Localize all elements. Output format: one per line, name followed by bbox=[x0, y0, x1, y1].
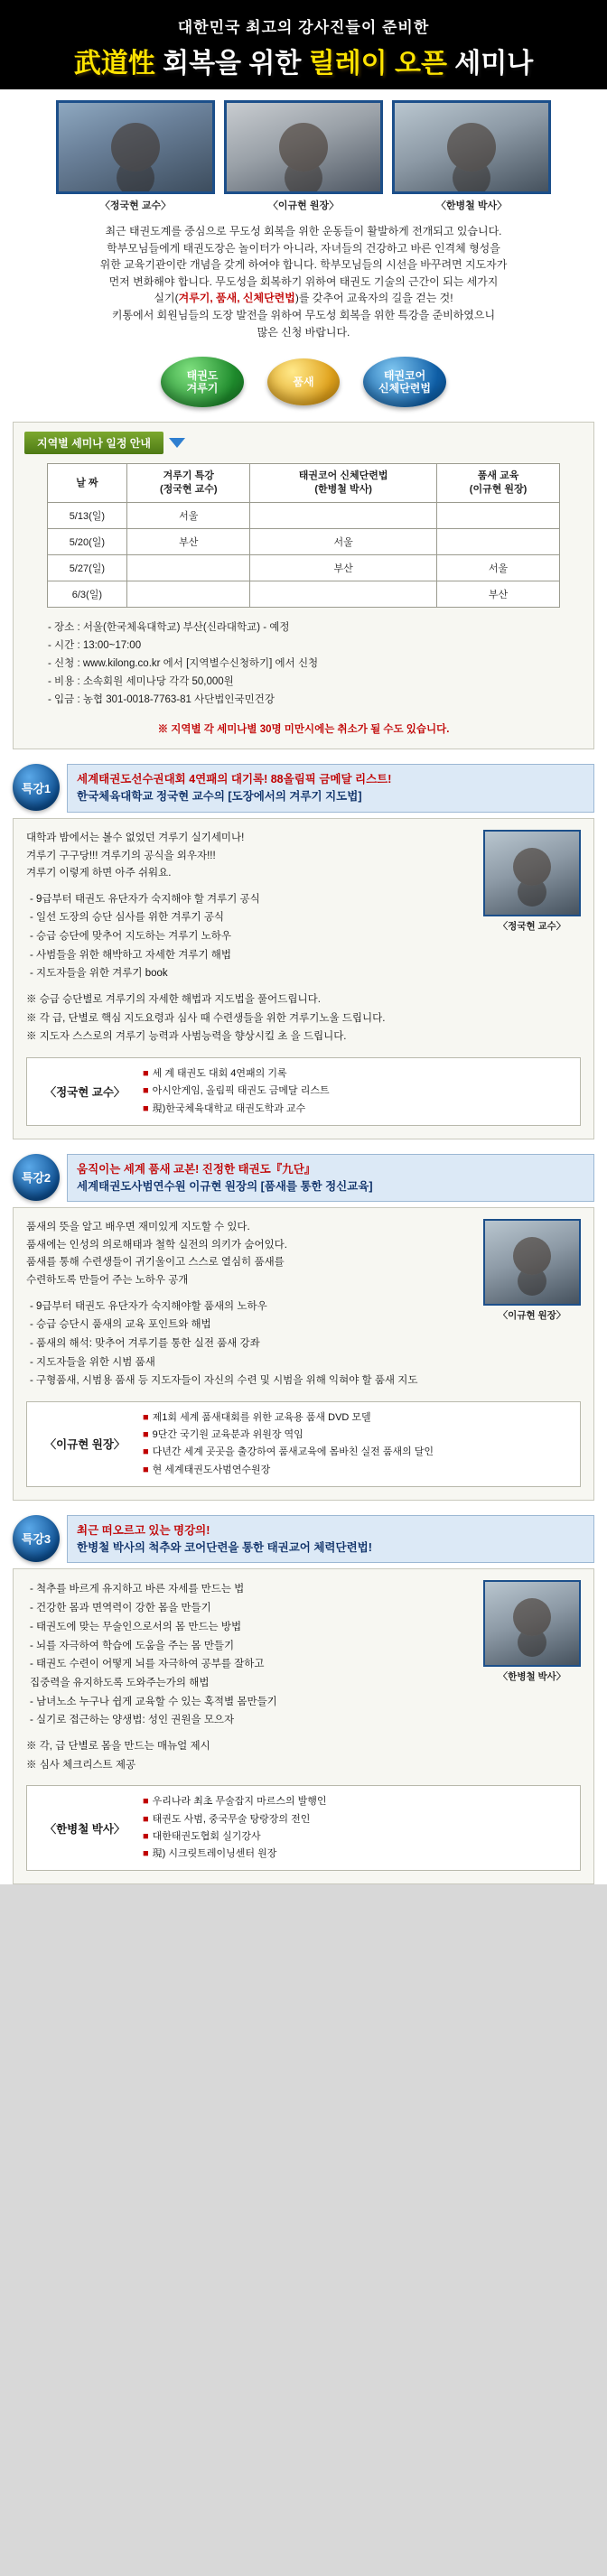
cell-core: 서울 bbox=[250, 528, 436, 554]
feature-1-lead-3: 겨루기 이렇게 하면 아주 쉬워요. bbox=[26, 868, 172, 879]
list-item: - 실기로 접근하는 양생법: 성인 권원을 모으자 bbox=[30, 1715, 235, 1726]
note-fee: - 비용 : 소속회원 세미나당 각각 50,000원 bbox=[48, 676, 234, 688]
schedule-header-row bbox=[24, 432, 583, 454]
intro-line-5-post: )를 갖추어 교육자의 길을 걷는 것! bbox=[294, 292, 453, 305]
feature-2-lead-1: 품새의 뜻을 알고 배우면 재미있게 지도할 수 있다. bbox=[26, 1222, 250, 1233]
list-item: - 태권도에 맞는 무술인으로서의 몸 만드는 방법 bbox=[30, 1621, 242, 1632]
feature-1-title bbox=[67, 764, 594, 813]
list-item: 집중력을 유지하도록 도와주는가의 해법 bbox=[30, 1677, 210, 1688]
bullet-square-icon: ■ bbox=[143, 1464, 149, 1475]
col-core bbox=[250, 464, 436, 503]
profile-credentials bbox=[143, 1793, 571, 1863]
credential-text: 아시안게임, 올림픽 태권도 금메달 리스트 bbox=[152, 1085, 330, 1097]
note-account: - 입금 : 농협 301-0018-7763-81 사단법인국민건강 bbox=[48, 694, 275, 706]
list-item: - 승급 승단시 품새의 교육 포인트와 해법 bbox=[30, 1319, 211, 1331]
cell-poomsae: 부산 bbox=[436, 581, 559, 607]
credential-text: 대한태권도협회 실기강사 bbox=[152, 1830, 261, 1842]
feature-1-profile bbox=[26, 1057, 581, 1126]
portrait-image-lee bbox=[224, 100, 383, 194]
col-sparring-l1: 겨루기 특강 bbox=[163, 470, 214, 482]
intro-highlight: 겨루기, 품새, 신체단련법 bbox=[178, 292, 295, 305]
bullet-square-icon: ■ bbox=[143, 1068, 149, 1080]
feature-1-lead-1: 대학과 밤에서는 볼수 없었던 겨루기 실기세미나! bbox=[26, 832, 245, 843]
bullet-square-icon: ■ bbox=[143, 1102, 149, 1114]
intro-line-5 bbox=[20, 290, 587, 307]
bullet-square-icon: ■ bbox=[143, 1085, 149, 1097]
hero-title bbox=[0, 39, 607, 89]
bubble-3-line2: 신체단련법 bbox=[378, 382, 431, 395]
bubble-3-line1: 태권코어 bbox=[383, 368, 426, 382]
photo-caption-1: 〈정국현 교수〉 bbox=[99, 200, 172, 211]
content-body bbox=[0, 89, 607, 1884]
cell-core bbox=[250, 581, 436, 607]
bubble-2-line1: 품새 bbox=[293, 375, 314, 388]
credential-item bbox=[143, 1101, 571, 1118]
hero-title-part1: 武道性 bbox=[73, 49, 155, 79]
schedule-warning: ※ 지역별 각 세미나별 30명 미만시에는 취소가 될 수도 있습니다. bbox=[157, 724, 450, 736]
photo-caption-3: 〈한병철 박사〉 bbox=[435, 200, 508, 211]
credential-item bbox=[143, 1462, 571, 1479]
feature-2-badge: 특강2 bbox=[13, 1154, 60, 1201]
feature-2-body bbox=[13, 1207, 594, 1501]
feature-3-footnotes bbox=[26, 1730, 581, 1774]
bullet-square-icon: ■ bbox=[143, 1411, 149, 1423]
bullet-square-icon: ■ bbox=[143, 1813, 149, 1825]
bullet-square-icon: ■ bbox=[143, 1830, 149, 1842]
topic-bubble-poomsae bbox=[267, 358, 340, 405]
portrait-image-han bbox=[392, 100, 551, 194]
list-item: - 태권도 수련이 어떻게 뇌를 자극하여 공부를 잘하고 bbox=[30, 1659, 265, 1670]
intro-line-2: 학부모님들에게 태권도장은 놀이터가 아니라, 자녀들의 건강하고 바른 인격체 형성을 bbox=[107, 241, 500, 255]
cell-core bbox=[250, 502, 436, 528]
feature-section-2 bbox=[13, 1154, 594, 1501]
schedule-ribbon-label: 지역별 세미나 일정 안내 bbox=[24, 432, 163, 454]
note-time: - 시간 : 13:00~17:00 bbox=[48, 639, 142, 651]
hero-title-part2: 회복을 위한 bbox=[163, 49, 302, 79]
col-core-l2: (한병철 박사) bbox=[314, 484, 372, 495]
schedule-notes bbox=[24, 608, 583, 713]
schedule-table bbox=[47, 463, 561, 608]
cell-sparring: 부산 bbox=[127, 528, 250, 554]
list-item: - 남녀노소 누구나 쉽게 교육할 수 있는 혹적별 몸만들기 bbox=[30, 1696, 277, 1707]
col-date-l1: 날 짜 bbox=[76, 477, 98, 488]
list-item: - 사범들을 위한 해박하고 자세한 겨루기 해법 bbox=[30, 949, 231, 961]
list-item: - 지도자들을 위한 겨루기 book bbox=[30, 968, 168, 980]
profile-name: 〈이규현 원장〉 bbox=[44, 1438, 126, 1452]
feature-2-profile bbox=[26, 1401, 581, 1487]
list-item: - 건강한 몸과 면역력이 강한 몸을 만들기 bbox=[30, 1603, 211, 1614]
list-item: - 9급부터 태권도 유단자가 숙지해야 할 겨루기 공식 bbox=[30, 893, 260, 905]
hero-subtitle: 대한민국 최고의 강사진들이 준비한 bbox=[177, 19, 430, 36]
table-row bbox=[47, 502, 560, 528]
topic-bubble-sparring bbox=[161, 357, 244, 407]
instructor-photo-2 bbox=[224, 100, 383, 212]
credential-item bbox=[143, 1409, 571, 1427]
feature-1-badge: 특강1 bbox=[13, 764, 60, 811]
cell-date: 5/27(일) bbox=[47, 554, 126, 581]
profile-credentials bbox=[143, 1409, 571, 1479]
feature-1-photo-caption: 〈정국현 교수〉 bbox=[498, 920, 566, 932]
chevron-down-icon bbox=[169, 438, 185, 448]
credential-text: 現) 시크릿트레이닝센터 원장 bbox=[152, 1848, 277, 1860]
feature-2-title-line1: 움직이는 세계 품새 교본! 진정한 태권도『九단』 bbox=[77, 1162, 316, 1176]
feature-1-photo bbox=[483, 830, 581, 933]
col-core-l1: 태권코어 신체단련법 bbox=[298, 470, 388, 482]
hero-title-part4: 세미나 bbox=[454, 49, 534, 79]
photo-caption-2: 〈이규현 원장〉 bbox=[267, 200, 340, 211]
topic-bubble-row bbox=[0, 344, 607, 422]
credential-item bbox=[143, 1828, 571, 1846]
feature-section-1 bbox=[13, 764, 594, 1139]
list-item: - 지도자들을 위한 시범 품새 bbox=[30, 1356, 155, 1368]
feature-3-header bbox=[13, 1515, 594, 1564]
cell-poomsae bbox=[436, 502, 559, 528]
bubble-1-line1: 태권도 bbox=[186, 368, 219, 382]
feature-2-title bbox=[67, 1154, 594, 1203]
hero-title-part3: 릴레이 오픈 bbox=[308, 49, 447, 79]
credential-text: 다년간 세계 곳곳을 출강하여 품새교육에 몸바친 실전 품새의 달인 bbox=[152, 1446, 434, 1458]
credential-item bbox=[143, 1083, 571, 1100]
feature-3-title-line1: 최근 떠오르고 있는 명강의! bbox=[77, 1523, 210, 1537]
feature-1-title-line2: 한국체육대학교 정국현 교수의 [도장에서의 겨루기 지도법] bbox=[77, 790, 362, 804]
intro-paragraph bbox=[0, 216, 607, 344]
table-row bbox=[47, 581, 560, 607]
bullet-square-icon: ■ bbox=[143, 1848, 149, 1860]
profile-credentials bbox=[143, 1065, 571, 1118]
feature-3-badge: 특강3 bbox=[13, 1515, 60, 1562]
col-date bbox=[47, 464, 126, 503]
feature-2-photo-caption: 〈이규현 원장〉 bbox=[498, 1310, 566, 1322]
instructor-photo-1 bbox=[56, 100, 215, 212]
instructor-photo-3 bbox=[392, 100, 551, 212]
feature-1-footnotes bbox=[26, 983, 581, 1046]
credential-item bbox=[143, 1065, 571, 1083]
table-header-row bbox=[47, 464, 560, 503]
intro-line-5-pre: 실기( bbox=[154, 292, 179, 305]
col-sparring-l2: (정국현 교수) bbox=[159, 484, 218, 495]
feature-1-lead-2: 겨루기 구구당!!! 겨루기의 공식을 외우자!!! bbox=[26, 850, 216, 861]
feature-1-title-line1: 세계태권도선수권대회 4연패의 대기록! 88올림픽 금메달 리스트! bbox=[77, 773, 392, 786]
list-item: - 척추를 바르게 유지하고 바른 자세를 만드는 법 bbox=[30, 1584, 245, 1595]
footnote: ※ 심사 체크리스트 제공 bbox=[26, 1759, 136, 1771]
col-poomsae-l2: (이규현 원장) bbox=[469, 484, 528, 495]
credential-text: 우리나라 최초 무술잡지 마르스의 발행인 bbox=[152, 1796, 327, 1808]
list-item: - 승급 승단에 맞추어 지도하는 겨루기 노하우 bbox=[30, 930, 231, 942]
feature-3-title bbox=[67, 1515, 594, 1564]
cell-sparring: 서울 bbox=[127, 502, 250, 528]
bullet-square-icon: ■ bbox=[143, 1429, 149, 1441]
col-poomsae bbox=[436, 464, 559, 503]
footnote: ※ 승급 승단별로 겨루기의 자세한 해법과 지도법을 풀어드립니다. bbox=[26, 994, 321, 1006]
topic-bubble-core bbox=[363, 357, 446, 407]
intro-line-1: 최근 태권도계를 중심으로 무도성 회복을 위한 운동들이 활발하게 전개되고 있습니다. bbox=[105, 225, 502, 237]
feature-2-header bbox=[13, 1154, 594, 1203]
profile-name: 〈정국현 교수〉 bbox=[44, 1085, 126, 1099]
cell-poomsae bbox=[436, 528, 559, 554]
credential-item bbox=[143, 1427, 571, 1444]
intro-line-3: 위한 교육기관이란 개념을 갖게 하여야 합니다. 학부모님들의 시선을 바꾸려면 지도자가 bbox=[99, 258, 508, 272]
bullet-square-icon: ■ bbox=[143, 1796, 149, 1808]
feature-2-lead-2: 품새에는 인성의 의로해태과 철학 실전의 의키가 숨어있다. bbox=[26, 1239, 287, 1251]
portrait-image-han-small bbox=[483, 1580, 581, 1667]
feature-2-title-line2: 세계태권도사범연수원 이규현 원장의 [품새를 통한 정신교육] bbox=[77, 1179, 373, 1193]
intro-line-6: 키통에서 회원님들의 도장 발전을 위하여 무도성 회복을 위한 특강을 준비하였으니 bbox=[111, 308, 496, 321]
profile-name: 〈한병철 박사〉 bbox=[44, 1822, 126, 1836]
schedule-panel bbox=[13, 422, 594, 749]
list-item: - 일선 도장의 승단 심사를 위한 겨루기 공식 bbox=[30, 912, 225, 924]
note-application: - 신청 : www.kilong.co.kr 에서 [지역별수신청하기] 에서 신청 bbox=[48, 658, 319, 670]
cell-date: 5/13(일) bbox=[47, 502, 126, 528]
col-sparring bbox=[127, 464, 250, 503]
cell-sparring bbox=[127, 554, 250, 581]
feature-3-body bbox=[13, 1568, 594, 1884]
footnote: ※ 지도자 스스로의 겨루기 능력과 사범능력을 향상시킬 초 을 드립니다. bbox=[26, 1031, 347, 1043]
cell-sparring bbox=[127, 581, 250, 607]
table-row bbox=[47, 528, 560, 554]
feature-3-photo-caption: 〈한병철 박사〉 bbox=[498, 1671, 566, 1683]
note-venue: - 장소 : 서울(한국체육대학교) 부산(신라대학교) - 예정 bbox=[48, 621, 290, 633]
credential-text: 현 세계태권도사범연수원장 bbox=[152, 1464, 271, 1475]
col-poomsae-l1: 품새 교육 bbox=[477, 470, 519, 482]
table-row bbox=[47, 554, 560, 581]
credential-item bbox=[143, 1444, 571, 1461]
list-item: - 구형품새, 시범용 품새 등 지도자들이 자신의 수련 및 시범을 위해 익혀야 할 품새 지도 bbox=[30, 1375, 418, 1387]
cell-core: 부산 bbox=[250, 554, 436, 581]
credential-text: 세 계 태권도 대회 4연패의 기록 bbox=[152, 1068, 287, 1080]
portrait-image-lee-small bbox=[483, 1219, 581, 1306]
feature-1-header bbox=[13, 764, 594, 813]
credential-text: 9단간 국기원 교육분과 위원장 역임 bbox=[152, 1429, 304, 1441]
credential-item bbox=[143, 1811, 571, 1828]
feature-2-lead-4: 수련하도록 만들어 주는 노하우 공개 bbox=[26, 1275, 189, 1286]
feature-1-body bbox=[13, 818, 594, 1139]
cell-date: 6/3(일) bbox=[47, 581, 126, 607]
feature-3-photo bbox=[483, 1580, 581, 1683]
feature-2-lead-3: 품새를 통해 수련생들이 귀기울이고 스스로 열심히 품새를 bbox=[26, 1257, 285, 1269]
portrait-image-jeong-small bbox=[483, 830, 581, 916]
credential-item bbox=[143, 1846, 571, 1863]
portrait-image-jeong bbox=[56, 100, 215, 194]
list-item: - 9급부터 태권도 유단자가 숙지해야할 품새의 노하우 bbox=[30, 1300, 267, 1312]
cell-poomsae: 서울 bbox=[436, 554, 559, 581]
intro-line-4: 먼저 변화해야 합니다. 무도성을 회복하기 위하여 태권도 기술의 근간이 되는 세가지 bbox=[108, 274, 499, 288]
feature-2-photo bbox=[483, 1219, 581, 1322]
bubble-1-line2: 겨루기 bbox=[186, 382, 219, 395]
feature-3-profile bbox=[26, 1785, 581, 1871]
footnote: ※ 각 급, 단별로 핵심 지도요령과 심사 때 수련생들을 위한 겨루기노울 드립니다. bbox=[26, 1012, 386, 1024]
feature-section-3 bbox=[13, 1515, 594, 1884]
credential-text: 태권도 사범, 중국무술 탕랑장의 전인 bbox=[152, 1813, 311, 1825]
instructor-photo-row bbox=[0, 89, 607, 216]
list-item: - 뇌를 자극하여 학습에 도움을 주는 몸 만들기 bbox=[30, 1640, 235, 1651]
feature-3-title-line2: 한병철 박사의 척추와 코어단련을 통한 태권교어 체력단련법! bbox=[77, 1540, 372, 1554]
footnote: ※ 각, 급 단별로 몸을 만드는 매뉴얼 제시 bbox=[26, 1740, 210, 1752]
credential-item bbox=[143, 1793, 571, 1810]
bullet-square-icon: ■ bbox=[143, 1446, 149, 1458]
intro-line-7: 많은 신청 바랍니다. bbox=[257, 325, 350, 339]
cell-date: 5/20(일) bbox=[47, 528, 126, 554]
credential-text: 現)한국체육대학교 태권도학과 교수 bbox=[152, 1102, 306, 1114]
list-item: - 품새의 해석: 맞추어 겨루기를 통한 실전 품새 강좌 bbox=[30, 1337, 260, 1349]
credential-text: 제1회 세계 품새대회를 위한 교육용 품새 DVD 모델 bbox=[152, 1411, 371, 1423]
hero-banner bbox=[0, 0, 607, 89]
